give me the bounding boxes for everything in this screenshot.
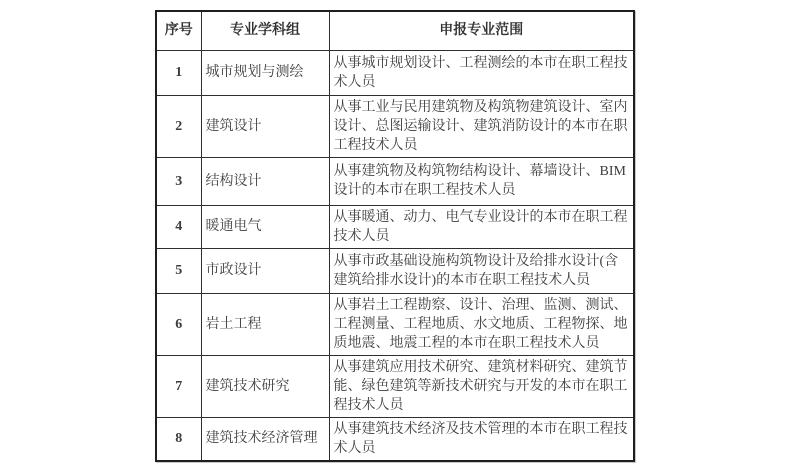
scope-cell: 从事暖通、动力、电气专业设计的本市在职工程技术人员: [329, 205, 634, 248]
table-row: [156, 205, 634, 248]
discipline-group-cell: 建筑技术经济管理: [201, 417, 329, 461]
discipline-group-cell: 暖通电气: [201, 205, 329, 248]
row-number-cell: 4: [156, 205, 201, 248]
table-body: [156, 50, 634, 461]
scope-cell: 从事建筑物及构筑物结构设计、幕墙设计、BIM设计的本市在职工程技术人员: [329, 157, 634, 205]
table-row: [156, 157, 634, 205]
row-number-cell: 3: [156, 157, 201, 205]
header-row: [156, 11, 634, 50]
table-row: [156, 50, 634, 95]
discipline-group-cell: 城市规划与测绘: [201, 50, 329, 95]
header-cell-group: 专业学科组: [201, 11, 329, 50]
scope-cell: 从事岩土工程勘察、设计、治理、监测、测试、工程测量、工程地质、水文地质、工程物探、地质地震、地震工程的本市在职工程技术人员: [329, 293, 634, 355]
table-row: [156, 293, 634, 355]
header-cell-scope: 申报专业范围: [329, 11, 634, 50]
discipline-group-cell: 结构设计: [201, 157, 329, 205]
row-number-cell: 2: [156, 95, 201, 157]
scope-cell: 从事城市规划设计、工程测绘的本市在职工程技术人员: [329, 50, 634, 95]
scope-cell: 从事建筑技术经济及技术管理的本市在职工程技术人员: [329, 417, 634, 461]
row-number-cell: 6: [156, 293, 201, 355]
discipline-group-cell: 市政设计: [201, 248, 329, 293]
header-cell-number: 序号: [156, 11, 201, 50]
row-number-cell: 1: [156, 50, 201, 95]
scope-cell: 从事建筑应用技术研究、建筑材料研究、建筑节能、绿色建筑等新技术研究与开发的本市在职工程技术人员: [329, 355, 634, 417]
scope-cell: 从事工业与民用建筑物及构筑物建筑设计、室内设计、总图运输设计、建筑消防设计的本市在职工程技术人员: [329, 95, 634, 157]
discipline-groups-table: [155, 10, 635, 462]
row-number-cell: 8: [156, 417, 201, 461]
table-row: [156, 417, 634, 461]
discipline-group-cell: 岩土工程: [201, 293, 329, 355]
table-row: [156, 95, 634, 157]
scope-cell: 从事市政基础设施构筑物设计及给排水设计(含建筑给排水设计)的本市在职工程技术人员: [329, 248, 634, 293]
row-number-cell: 7: [156, 355, 201, 417]
discipline-group-cell: 建筑设计: [201, 95, 329, 157]
table-row: [156, 355, 634, 417]
discipline-group-cell: 建筑技术研究: [201, 355, 329, 417]
row-number-cell: 5: [156, 248, 201, 293]
table-row: [156, 248, 634, 293]
table-header: [156, 11, 634, 50]
